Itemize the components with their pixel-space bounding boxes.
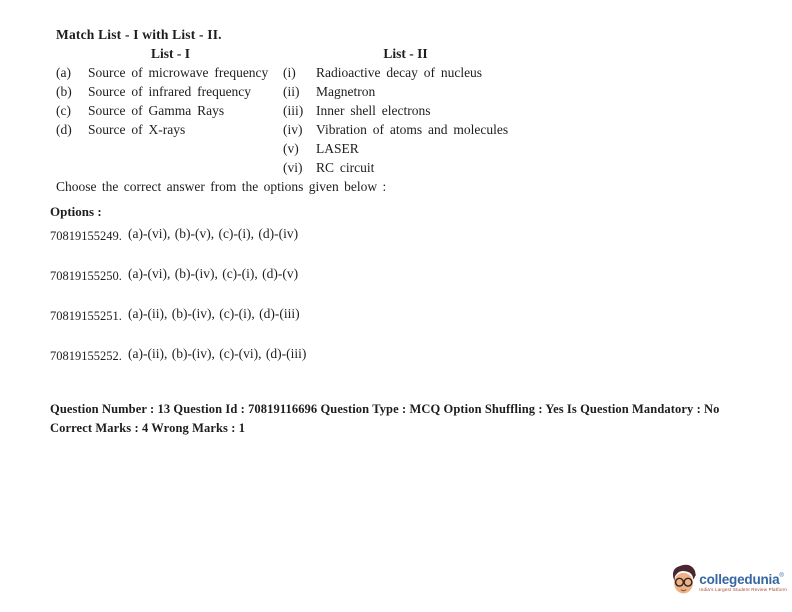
registered-trademark-icon: ® [779,573,784,579]
list2-item-text: Inner shell electrons [316,103,431,118]
list1-item-label: (b) [56,84,72,99]
spacer-cell [283,44,316,63]
list1-item-label: (d) [56,122,72,137]
match-lists-table [56,44,521,177]
list1-item-label: (c) [56,103,71,118]
list2-item-label: (ii) [283,84,300,99]
list2-item-text: LASER [316,141,359,156]
question-heading: Match List - I with List - II. [56,27,222,42]
list1-item-text: Source of Gamma Rays [88,103,225,118]
collegedunia-mascot-icon [670,564,697,600]
list1-title: List - I [150,46,190,61]
option-id: 70819155251. [50,309,122,323]
option-row-1 [50,226,752,244]
list1-item-label: (a) [56,65,71,80]
spacer-cell [88,139,283,158]
list2-item-text: RC circuit [316,160,375,175]
question-instruction: Choose the correct answer from the options given below : [56,179,387,194]
list2-item-label: (v) [283,141,299,156]
list2-item-text: Radioactive decay of nucleus [316,65,483,80]
spacer-cell [88,158,283,177]
list1-item-text: Source of infrared frequency [88,84,252,99]
option-id: 70819155252. [50,349,122,363]
option-row-3 [50,306,752,324]
metadata-line-2: Correct Marks : 4 Wrong Marks : 1 [50,420,246,435]
collegedunia-tagline: India's Largest Student Review Platform [699,587,787,592]
list1-item-text: Source of X-rays [88,122,186,137]
collegedunia-logo[interactable] [670,564,787,600]
list2-item-label: (vi) [283,160,303,175]
option-text: (a)-(ii), (b)-(iv), (c)-(i), (d)-(iii) [128,306,300,321]
option-id: 70819155249. [50,229,122,243]
list2-item-label: (iv) [283,122,303,137]
option-row-4 [50,346,752,364]
collegedunia-logo-text [699,572,787,592]
list2-item-label: (iii) [283,103,304,118]
spacer-cell [56,44,88,63]
list2-item-label: (i) [283,65,296,80]
list2-title: List - II [383,46,428,61]
option-text: (a)-(vi), (b)-(iv), (c)-(i), (d)-(v) [128,266,299,281]
list1-item-text: Source of microwave frequency [88,65,269,80]
option-text: (a)-(ii), (b)-(iv), (c)-(vi), (d)-(iii) [128,346,307,361]
spacer-cell [56,158,88,177]
list2-item-text: Vibration of atoms and molecules [316,122,509,137]
option-text: (a)-(vi), (b)-(v), (c)-(i), (d)-(iv) [128,226,299,241]
question-content [50,26,752,437]
question-metadata [50,400,752,437]
list2-item-text: Magnetron [316,84,376,99]
option-row-2 [50,266,752,284]
collegedunia-brand-name: collegedunia [699,572,780,587]
metadata-line-1: Question Number : 13 Question Id : 70819116696 Question Type : MCQ Option Shuffling : Yes Is Question Mandatory : No [50,402,720,416]
option-id: 70819155250. [50,269,122,283]
spacer-cell [56,139,88,158]
options-label: Options : [50,204,102,219]
